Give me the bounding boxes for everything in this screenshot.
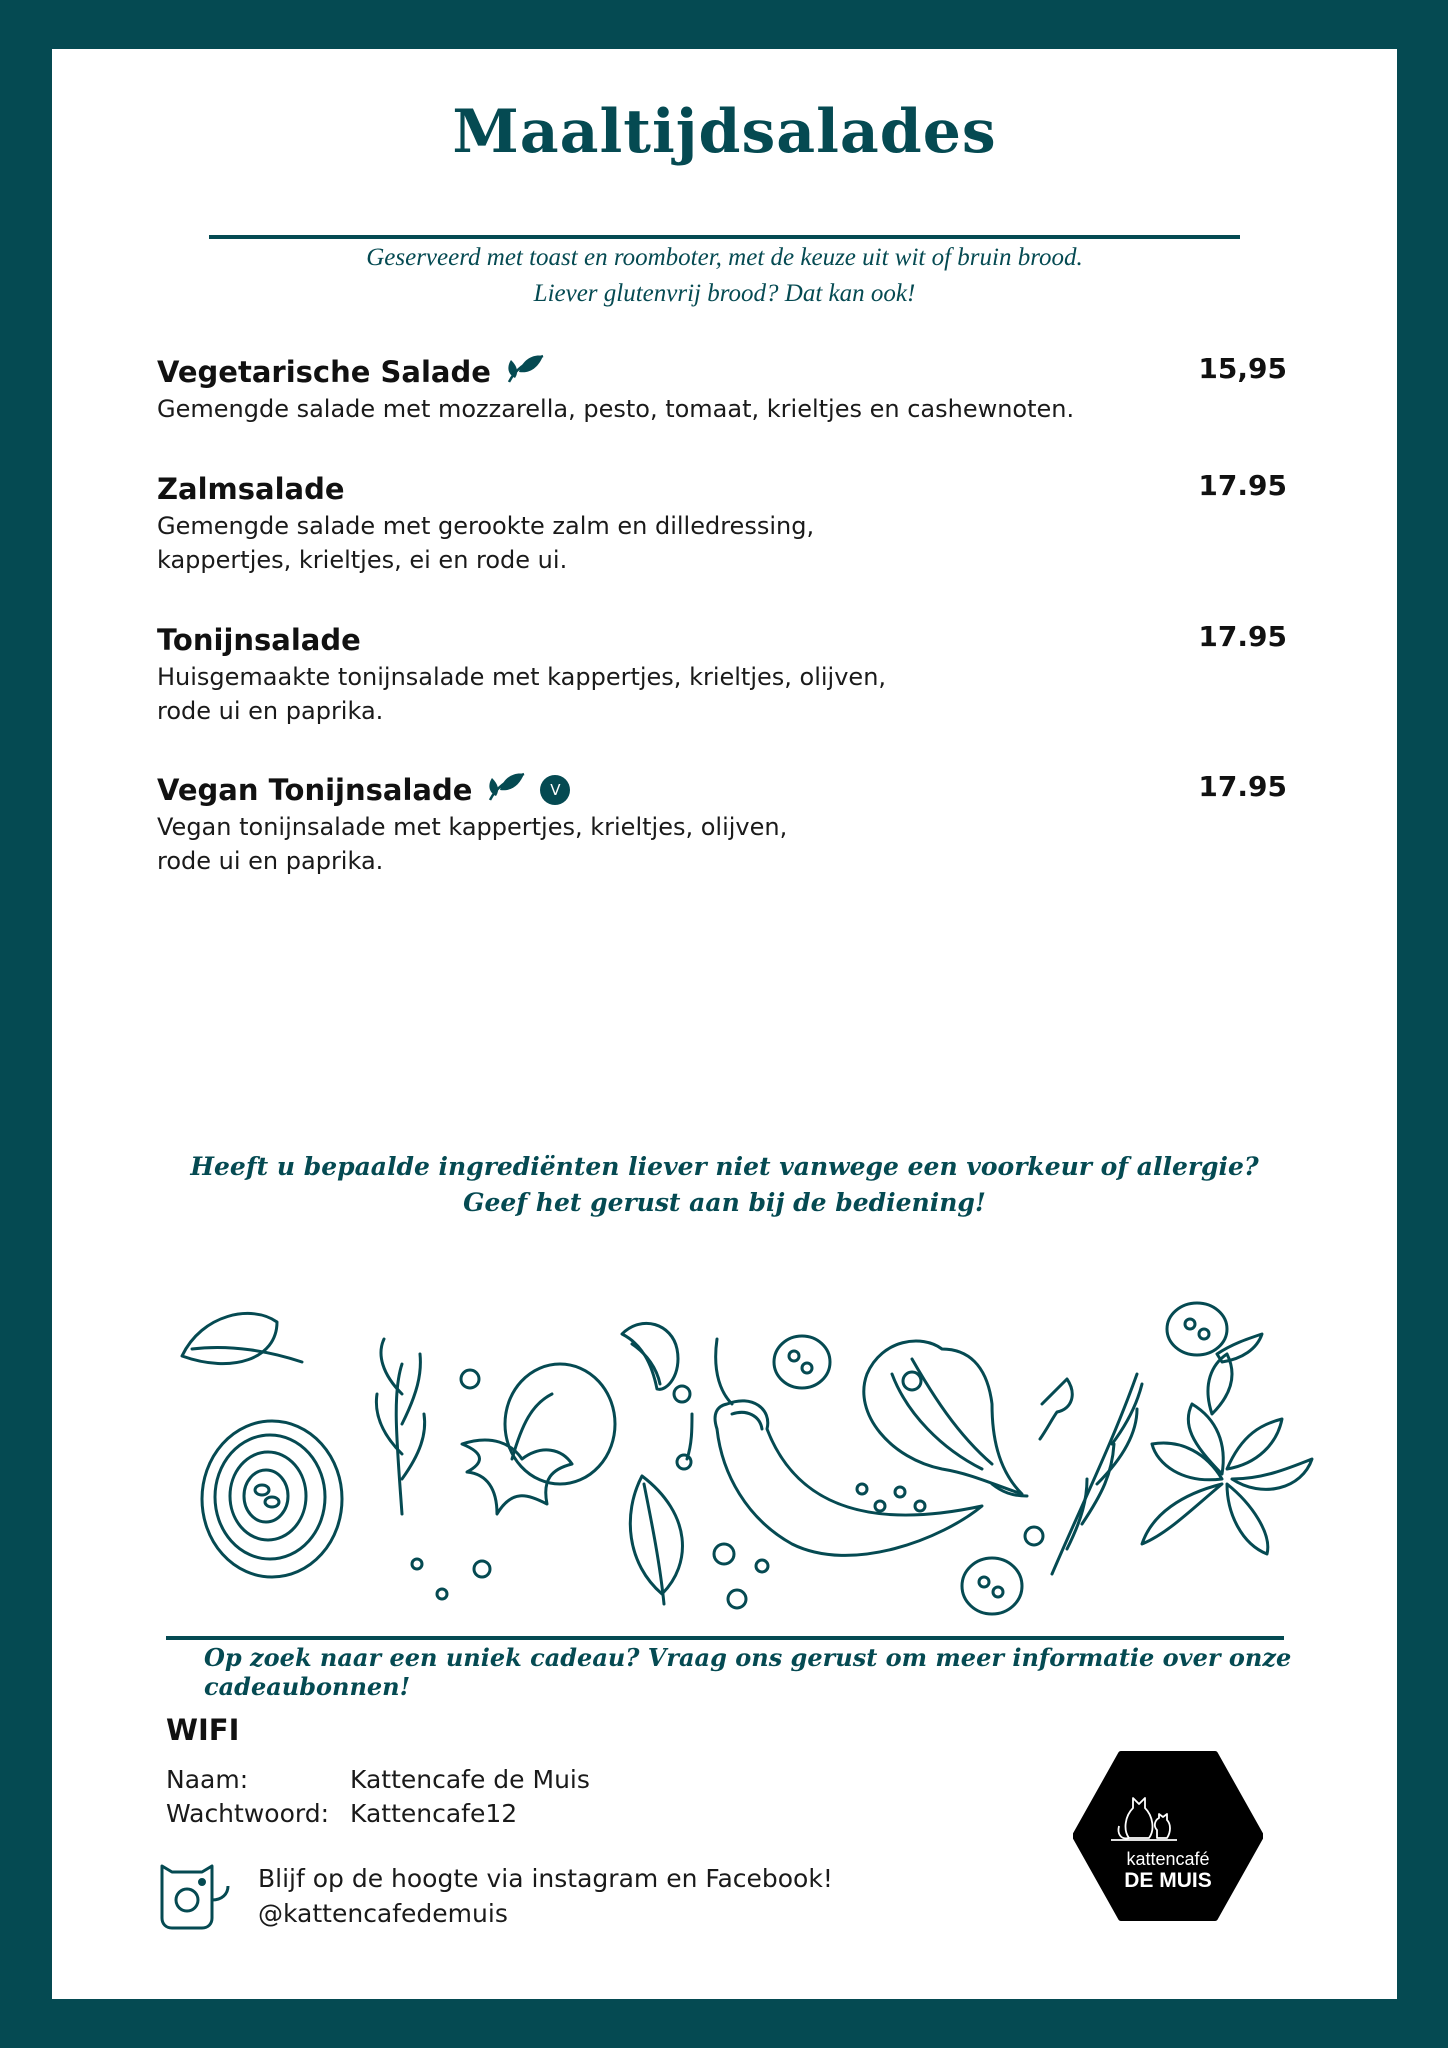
wifi-title: WIFI (166, 1713, 240, 1747)
rosemary-icon (376, 1339, 424, 1514)
allergy-note-line-2: Geef het gerust aan bij de bediening! (463, 1188, 986, 1217)
item-name: Zalmsalade (157, 472, 345, 506)
basil-bunch-icon (1142, 1354, 1312, 1554)
spinach-leaf-icon (182, 1313, 302, 1363)
social-text: Blijf op de hoogte via instagram en Facebook! (258, 1864, 833, 1893)
item-description: Vegan tonijnsalade met kappertjes, krieltjes, olijven, rode ui en paprika. (157, 813, 788, 875)
item-price: 17.95 (1198, 620, 1287, 653)
subtitle (52, 240, 1397, 312)
leaf-icon (484, 770, 528, 811)
allergy-note (52, 1149, 1397, 1221)
subtitle-line-1: Geserveerd met toast en roomboter, met de keuze uit wit of bruin brood. (366, 244, 1083, 271)
logo-line-1: kattencafé (1126, 1849, 1210, 1869)
rosemary-icon (1052, 1374, 1142, 1574)
menu-page (52, 49, 1397, 1999)
pepper-slice-icon (774, 1303, 1262, 1614)
subtitle-line-2: Liever glutenvrij brood? Dat kan ook! (533, 280, 916, 307)
onion-icon (864, 1341, 1027, 1496)
gift-voucher-note: Op zoek naar een uniek cadeau? Vraag ons gerust om meer informatie over onze cadeaubonnen! (204, 1643, 1292, 1701)
item-name: Vegetarische Salade (157, 355, 491, 389)
item-price: 17.95 (1198, 770, 1287, 803)
menu-item (157, 770, 1287, 878)
wifi-password-value: Kattencafe12 (350, 1799, 518, 1828)
item-price: 17.95 (1198, 469, 1287, 502)
social-block (258, 1861, 833, 1931)
wifi-name-label: Naam: (166, 1765, 249, 1794)
chili-pepper-icon (715, 1339, 982, 1555)
bottom-divider (166, 1636, 1284, 1640)
logo-line-2: DE MUIS (1124, 1869, 1212, 1892)
item-description: Gemengde salade met mozzarella, pesto, tomaat, krieltjes en cashewnoten. (157, 395, 1075, 423)
wifi-name-row (166, 1765, 590, 1794)
wifi-name-value: Kattencafe de Muis (350, 1765, 590, 1794)
top-divider (209, 235, 1240, 239)
allergy-note-line-1: Heeft u bepaalde ingrediënten liever niet vanwege een voorkeur of allergie? (190, 1152, 1259, 1181)
wifi-password-label: Wachtwoord: (166, 1799, 330, 1828)
item-price: 15,95 (1198, 352, 1287, 385)
item-description: Huisgemaakte tonijnsalade met kappertjes, krieltjes, olijven, rode ui en paprika. (157, 663, 887, 725)
onion-slice-icon (202, 1421, 342, 1577)
leaf-icon (503, 352, 547, 393)
page-title: Maaltijdsalades (452, 97, 997, 167)
instagram-cat-icon (156, 1860, 236, 1932)
tomato-icon (462, 1364, 615, 1514)
menu-item (157, 620, 1287, 728)
menu-item (157, 469, 1287, 577)
item-description: Gemengde salade met gerookte zalm en dilledressing, kappertjes, krieltjes, ei en rode ui. (157, 512, 815, 574)
vegan-badge-icon: V (540, 775, 570, 805)
garlic-icon (622, 1323, 678, 1389)
kattencafe-logo (1073, 1750, 1263, 1922)
vegetables-illustration (152, 1244, 1332, 1634)
item-name: Vegan Tonijnsalade (157, 773, 473, 807)
item-name: Tonijnsalade (157, 623, 361, 657)
menu-item (157, 352, 1287, 426)
basil-leaf-icon (630, 1476, 682, 1604)
social-handle: @kattencafedemuis (258, 1899, 508, 1928)
wifi-password-row (166, 1799, 517, 1828)
